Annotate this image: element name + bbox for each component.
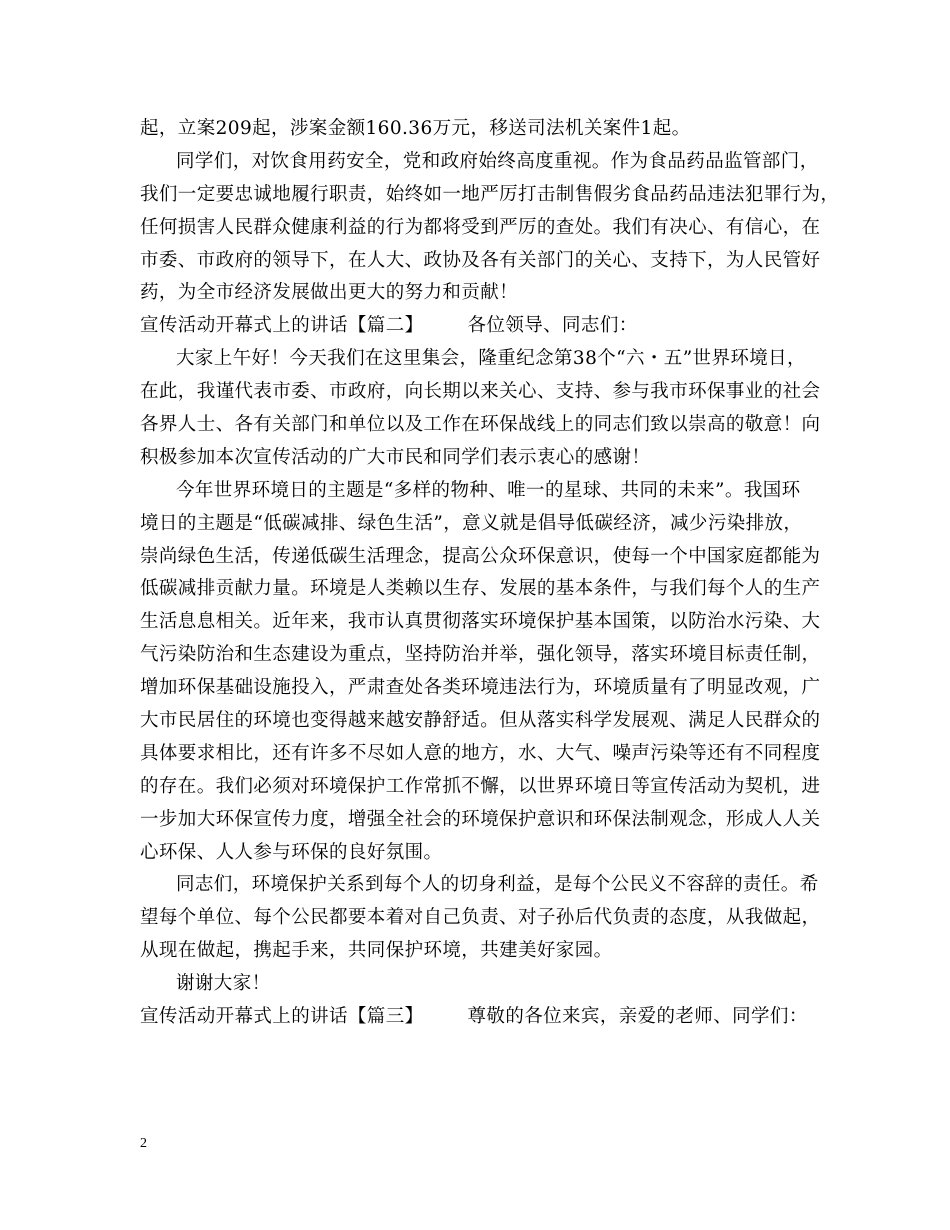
text-line: 崇尚绿色生活，传递低碳生活理念，提高公众环保意识，使每一个中国家庭都能为 — [140, 545, 821, 567]
text-line: 从现在做起，携起手来，共同保护环境，共建美好家园。 — [140, 940, 613, 962]
text-line: 任何损害人民群众健康利益的行为都将受到严厉的查处。我们有决心、有信心，在 — [140, 216, 821, 238]
section-two-title: 宣传活动开幕式上的讲话【篇二】 — [140, 315, 424, 337]
section-heading-two — [140, 310, 840, 343]
section-heading-three — [140, 1001, 840, 1034]
section-three-title: 宣传活动开幕式上的讲话【篇三】 — [140, 1006, 424, 1028]
paragraph-start: 大家上午好！今天我们在这里集会，隆重纪念第38个“六・五”世界环境日， — [176, 348, 806, 370]
text-line: 一步加大环保宣传力度，增强全社会的环境保护意识和环保法制观念，形成人人关 — [140, 808, 821, 830]
text-line: 增加环保基础设施投入，严肃查处各类环境违法行为，环境质量有了明显改观，广 — [140, 677, 821, 699]
text-line: 在此，我谨代表市委、市政府，向长期以来关心、支持、参与我市环保事业的社会 — [140, 381, 821, 403]
text-line: 气污染防治和生态建设为重点，坚持防治并举，强化领导，落实环境目标责任制， — [140, 644, 821, 666]
section-three-greeting: 尊敬的各位来宾，亲爱的老师、同学们： — [467, 1006, 808, 1028]
text-line: 低碳减排贡献力量。环境是人类赖以生存、发展的基本条件，与我们每个人的生产 — [140, 578, 821, 600]
text-line: 我们一定要忠诚地履行职责，始终如一地严厉打击制售假劣食品药品违法犯罪行为， — [140, 183, 840, 205]
text-line: 望每个单位、每个公民都要本着对自己负责、对子孙后代负责的态度，从我做起， — [140, 907, 821, 929]
paragraph-start: 同志们，环境保护关系到每个人的切身利益，是每个公民义不容辞的责任。希 — [176, 874, 819, 896]
text-line: 的存在。我们必须对环境保护工作常抓不懈，以世界环境日等宣传活动为契机，进 — [140, 775, 821, 797]
section-two-greeting: 各位领导、同志们： — [467, 315, 638, 337]
document-body — [140, 113, 840, 1034]
text-line: 各界人士、各有关部门和单位以及工作在环保战线上的同志们致以崇高的敬意！向 — [140, 414, 821, 436]
text-line: 心环保、人人参与环保的良好氛围。 — [140, 841, 443, 863]
text-line: 境日的主题是“低碳减排、绿色生活”，意义就是倡导低碳经济，减少污染排放， — [140, 512, 803, 534]
text-line: 市委、市政府的领导下，在人大、政协及各有关部门的关心、支持下，为人民管好 — [140, 249, 821, 271]
text-line: 具体要求相比，还有许多不尽如人意的地方，水、大气、噪声污染等还有不同程度 — [140, 742, 821, 764]
page-number: 2 — [140, 1136, 147, 1151]
text-line: 积极参加本次宣传活动的广大市民和同学们表示衷心的感谢！ — [140, 446, 651, 468]
paragraph-start: 今年世界环境日的主题是“多样的物种、唯一的星球、共同的未来”。我国环 — [176, 479, 801, 501]
paragraph-start: 同学们，对饮食用药安全，党和政府始终高度重视。作为食品药品监管部门， — [176, 150, 819, 172]
paragraph-start: 谢谢大家！ — [176, 973, 271, 995]
text-line: 大市民居住的环境也变得越来越安静舒适。但从落实科学发展观、满足人民群众的 — [140, 710, 821, 732]
text-line: 药，为全市经济发展做出更大的努力和贡献！ — [140, 282, 519, 304]
text-line: 起，立案209起，涉案金额160.36万元，移送司法机关案件1起。 — [140, 118, 691, 139]
text-line: 生活息息相关。近年来，我市认真贯彻落实环境保护基本国策，以防治水污染、大 — [140, 611, 821, 633]
